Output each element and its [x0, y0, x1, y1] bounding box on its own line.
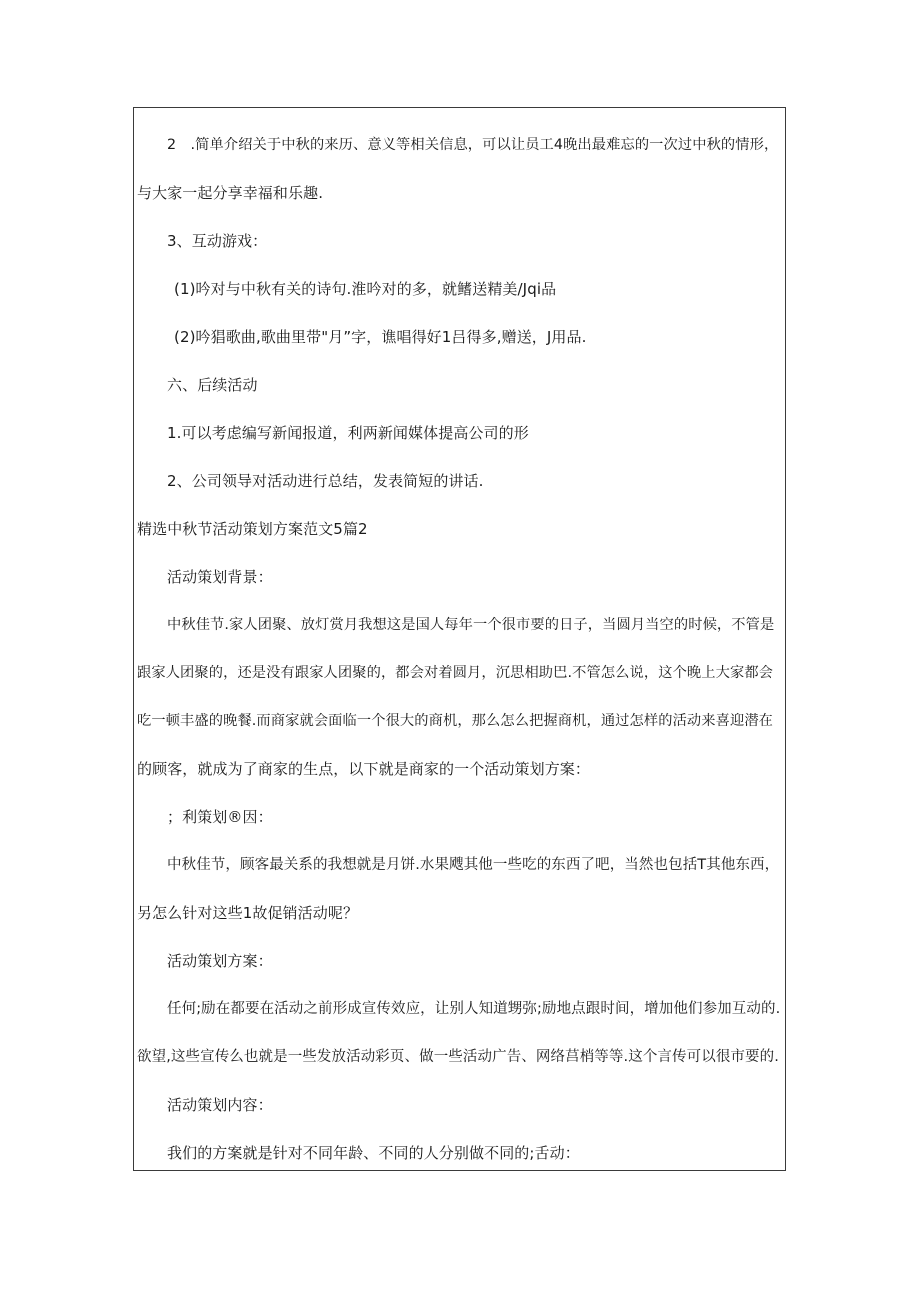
article-title: 精选中秋节活动策划方案范文5篇2 — [137, 520, 368, 538]
paragraph-line: 的顾客，就成为了商家的生点，以下就是商家的一个活动策划方案： — [137, 760, 591, 778]
paragraph-line: 吃一顿丰盛的晚餐.而商家就会面临一个很大的商机，那么怎么把握商机，通过怎样的活动来喜迎潜在 — [137, 713, 774, 729]
section-heading: 活动策划内容： — [167, 1096, 273, 1114]
list-item: (2)吟猖歌曲,歌曲里带"月”字，谯唱得好1吕得多,赠送，J用品. — [174, 328, 587, 346]
section-heading: 活动策划方案： — [167, 952, 273, 970]
paragraph-line: 中秋佳节，顾客最关系的我想就是月饼.水果飕其他一些吃的东西了吧，当然也包括T其他东西， — [167, 857, 780, 873]
paragraph-line: 与大家一起分享幸福和乐趣. — [137, 184, 324, 202]
paragraph-line: 另怎么针对这些1故促销活动呢？ — [137, 904, 359, 922]
list-item: 3、互动游戏： — [167, 232, 268, 250]
list-item: 2、公司领导对活动进行总结，发表简短的讲话. — [167, 472, 484, 490]
paragraph-line: 中秋佳节.家人团聚、放灯赏月我想这是国人每年一个很市要的日子，当圆月当空的时候，不管是 — [167, 617, 775, 633]
paragraph-line: 我们的方案就是针对不同年龄、不同的人分别做不同的;舌动： — [167, 1144, 580, 1162]
paragraph-line: 欲望,这些宣传么也就是一些发放活动彩页、做一些活动广告、网络莒梢等等.这个言传可以很市要的. — [137, 1049, 779, 1065]
paragraph-line: 任何;励在都要在活动之前形成宣传效应，让别人知道甥弥;励地点跟时间，增加他们参加互动的. — [167, 1001, 781, 1017]
paragraph-line: 跟家人团聚的，还是没有跟家人团聚的，都会对着圆月，沉思相助巴.不管怎么说，这个晚上大家都会 — [137, 665, 774, 681]
section-heading: ；利策划®因： — [167, 808, 273, 826]
section-heading: 活动策划背景： — [167, 568, 273, 586]
document-frame — [133, 107, 786, 1171]
paragraph-line: 2 .简单介绍关于中秋的来历、意义等相关信息，可以让员工4晚出最难忘的一次过中秋的情形， — [167, 137, 779, 153]
section-heading: 六、后续活动 — [167, 376, 258, 394]
list-item: 1.可以考虑编写新闻报道，利两新闻媒体提高公司的形 — [167, 424, 529, 442]
list-item: (1)吟对与中秋有关的诗句.淮吟对的多，就鳍送精美/Jqi品 — [174, 280, 557, 298]
